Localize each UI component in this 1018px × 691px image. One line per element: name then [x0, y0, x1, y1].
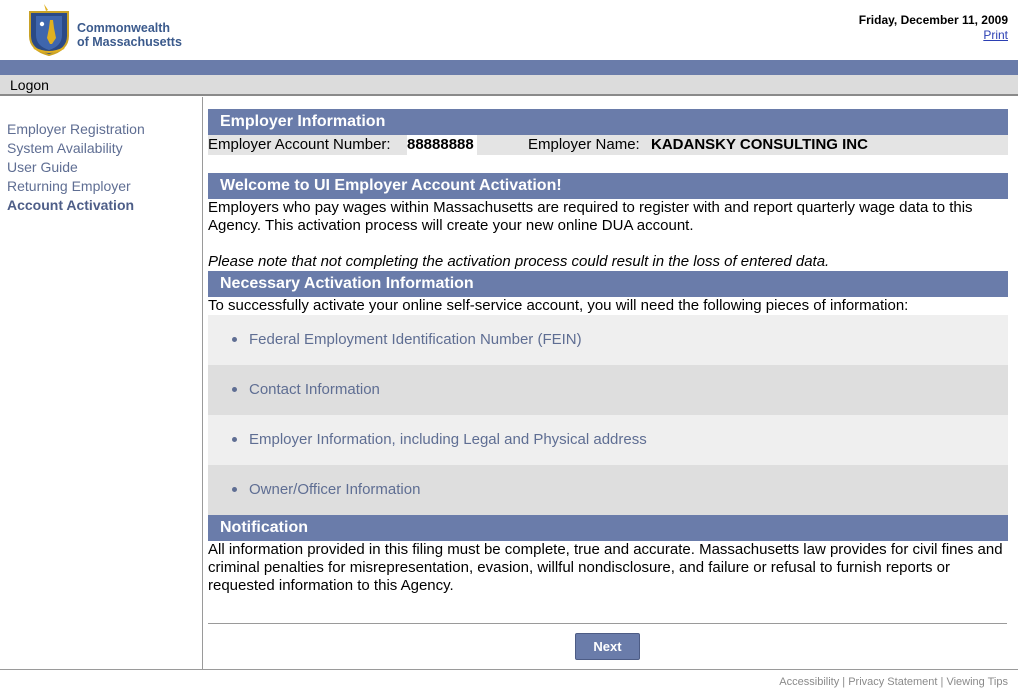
- next-button[interactable]: Next: [575, 633, 640, 660]
- employer-information-heading: Employer Information: [208, 109, 1008, 135]
- accessibility-link[interactable]: Accessibility: [779, 676, 840, 688]
- sidebar-item-system-availability[interactable]: System Availability: [7, 140, 123, 156]
- bullet-icon: [232, 337, 237, 342]
- bullet-icon: [232, 387, 237, 392]
- footer-separator: |: [842, 676, 846, 688]
- org-name-line2: of Massachusetts: [77, 35, 182, 49]
- header-accent-bar: [0, 60, 1018, 75]
- welcome-heading: Welcome to UI Employer Account Activation!: [208, 173, 1008, 199]
- list-item: [208, 365, 1008, 415]
- current-date: Friday, December 11, 2009: [858, 13, 1008, 27]
- footer-separator: |: [940, 676, 944, 688]
- required-info-list: [208, 315, 1008, 515]
- necessary-info-intro: To successfully activate your online self-service account, you will need the following pieces of information:: [208, 297, 909, 314]
- list-item: [208, 315, 1008, 365]
- list-item: [208, 415, 1008, 465]
- sidebar-item-employer-registration[interactable]: Employer Registration: [7, 121, 145, 137]
- notification-heading: Notification: [208, 515, 1008, 541]
- list-item-label: Contact Information: [249, 381, 380, 398]
- notification-text: All information provided in this filing must be complete, true and accurate. Massachusetts law provides for civil fines and criminal penalties for misrepresentation, evasion, willful nondisclosure, and failure or refusal to furnish reports or requested information to this Agency.: [208, 541, 1003, 594]
- footer-links: [779, 676, 1008, 688]
- logon-bar: [0, 75, 1018, 96]
- bullet-icon: [232, 437, 237, 442]
- massachusetts-seal-logo: [26, 2, 72, 56]
- sidebar-item-user-guide[interactable]: User Guide: [7, 159, 78, 175]
- org-name-line1: Commonwealth: [77, 21, 171, 35]
- privacy-statement-link[interactable]: Privacy Statement: [848, 676, 938, 688]
- viewing-tips-link[interactable]: Viewing Tips: [946, 676, 1008, 688]
- footer-divider: [0, 669, 1018, 670]
- employer-account-row: [208, 135, 1008, 155]
- sidebar-nav: [7, 120, 145, 215]
- list-item: [208, 465, 1008, 515]
- employer-name-label: Employer Name:: [528, 136, 640, 153]
- sidebar-item-account-activation[interactable]: Account Activation: [7, 197, 135, 213]
- org-name: [77, 21, 182, 49]
- main-content: [208, 97, 1008, 595]
- content-divider: [208, 623, 1007, 624]
- list-item-label: Federal Employment Identification Number (FEIN): [249, 331, 582, 348]
- print-link[interactable]: Print: [983, 28, 1008, 42]
- welcome-text: Employers who pay wages within Massachusetts are required to register with and report quarterly wage data to this Agency. This activation process will create your new online DUA account.: [208, 199, 973, 234]
- bullet-icon: [232, 487, 237, 492]
- necessary-info-heading: Necessary Activation Information: [208, 271, 1008, 297]
- page-header: [0, 0, 1018, 60]
- sidebar-item-returning-employer[interactable]: Returning Employer: [7, 178, 131, 194]
- logon-label: Logon: [10, 77, 49, 93]
- account-number-label: Employer Account Number:: [208, 136, 391, 153]
- account-number-value: 88888888: [407, 135, 477, 155]
- list-item-label: Owner/Officer Information: [249, 481, 421, 498]
- employer-name-value: KADANSKY CONSULTING INC: [651, 136, 868, 153]
- sidebar: [0, 97, 203, 669]
- data-loss-note: Please note that not completing the activation process could result in the loss of entered data.: [208, 253, 830, 270]
- list-item-label: Employer Information, including Legal and Physical address: [249, 431, 647, 448]
